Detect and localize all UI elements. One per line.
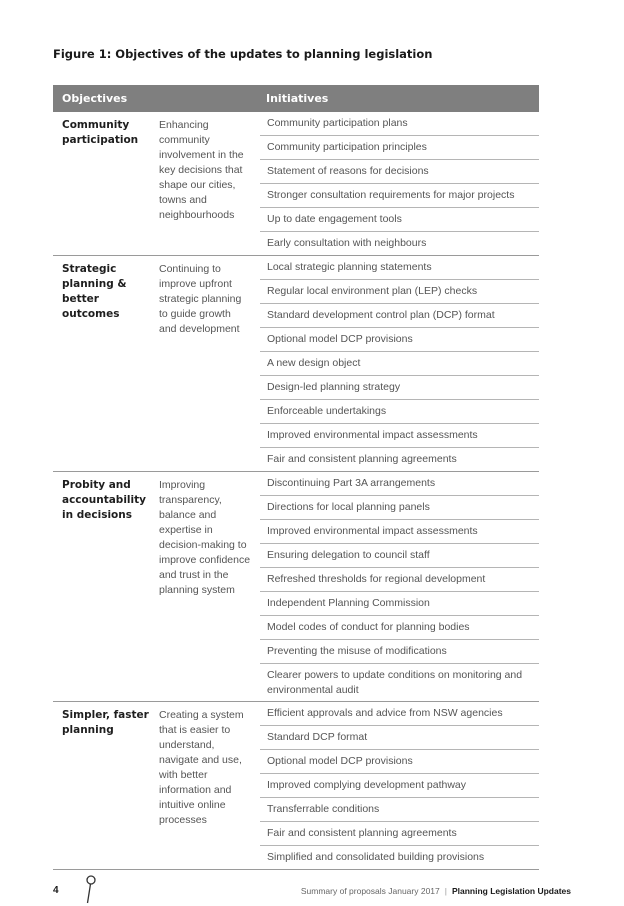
objective-group <box>53 702 539 870</box>
table-header <box>53 85 539 112</box>
initiative-item: Optional model DCP provisions <box>260 328 539 352</box>
initiative-item: Improved complying development pathway <box>260 774 539 798</box>
initiative-item: A new design object <box>260 352 539 376</box>
initiative-item: Standard DCP format <box>260 726 539 750</box>
header-objectives: Objectives <box>62 92 128 105</box>
initiative-item: Directions for local planning panels <box>260 496 539 520</box>
objective-description: Enhancing community involvement in the key decisions that shape our cities, towns and neighbourhoods <box>159 119 244 221</box>
initiative-item: Standard development control plan (DCP) format <box>260 304 539 328</box>
objective-description: Continuing to improve upfront strategic planning to guide growth and development <box>159 263 242 335</box>
objective-title: Community participation <box>62 119 139 146</box>
initiative-item: Statement of reasons for decisions <box>260 160 539 184</box>
initiative-item: Improved environmental impact assessments <box>260 520 539 544</box>
initiative-item: Model codes of conduct for planning bodies <box>260 616 539 640</box>
initiative-item: Improved environmental impact assessments <box>260 424 539 448</box>
initiative-item: Refreshed thresholds for regional development <box>260 568 539 592</box>
footer-document-info <box>301 886 571 896</box>
initiatives-list <box>260 702 539 869</box>
initiative-item: Local strategic planning statements <box>260 256 539 280</box>
initiative-item: Design-led planning strategy <box>260 376 539 400</box>
initiative-item: Regular local environment plan (LEP) checks <box>260 280 539 304</box>
footer-separator: | <box>444 886 447 896</box>
initiative-item: Community participation principles <box>260 136 539 160</box>
initiative-item: Up to date engagement tools <box>260 208 539 232</box>
page-number: 4 <box>53 885 59 896</box>
initiatives-list <box>260 256 539 471</box>
objective-description: Improving transparency, balance and expertise in decision-making to improve confidence and trust in the planning system <box>159 479 251 596</box>
initiative-item: Ensuring delegation to council staff <box>260 544 539 568</box>
objective-title: Probity and accountability in decisions <box>62 479 146 521</box>
initiative-item: Simplified and consolidated building provisions <box>267 851 485 863</box>
initiative-item: Efficient approvals and advice from NSW agencies <box>260 702 539 726</box>
location-pin-icon <box>84 874 98 904</box>
initiative-item: Early consultation with neighbours <box>267 237 427 249</box>
objective-group <box>53 112 539 256</box>
initiatives-list <box>260 112 539 255</box>
initiative-item: Clearer powers to update conditions on monitoring and environmental audit <box>267 669 523 696</box>
initiative-item: Fair and consistent planning agreements <box>267 453 457 465</box>
initiative-item: Enforceable undertakings <box>260 400 539 424</box>
initiative-item: Fair and consistent planning agreements <box>260 822 539 846</box>
initiative-item: Transferrable conditions <box>260 798 539 822</box>
initiative-item: Stronger consultation requirements for major projects <box>260 184 539 208</box>
objective-group <box>53 256 539 472</box>
objectives-table <box>53 85 539 870</box>
footer-doc-title: Planning Legislation Updates <box>451 886 571 896</box>
objective-description: Creating a system that is easier to understand, navigate and use, with better information and intuitive online processes <box>159 709 244 826</box>
header-initiatives: Initiatives <box>266 92 329 105</box>
initiative-item: Optional model DCP provisions <box>260 750 539 774</box>
initiative-item: Community participation plans <box>260 112 539 136</box>
initiative-item: Preventing the misuse of modifications <box>260 640 539 664</box>
figure-title: Figure 1: Objectives of the updates to planning legislation <box>53 47 433 61</box>
objective-group <box>53 472 539 702</box>
initiative-item: Discontinuing Part 3A arrangements <box>260 472 539 496</box>
footer-doc-info: Summary of proposals January 2017 <box>300 886 440 896</box>
objective-title: Strategic planning & better outcomes <box>62 263 127 320</box>
objective-title: Simpler, faster planning <box>62 709 149 736</box>
initiative-item: Independent Planning Commission <box>260 592 539 616</box>
initiatives-list <box>260 472 539 701</box>
